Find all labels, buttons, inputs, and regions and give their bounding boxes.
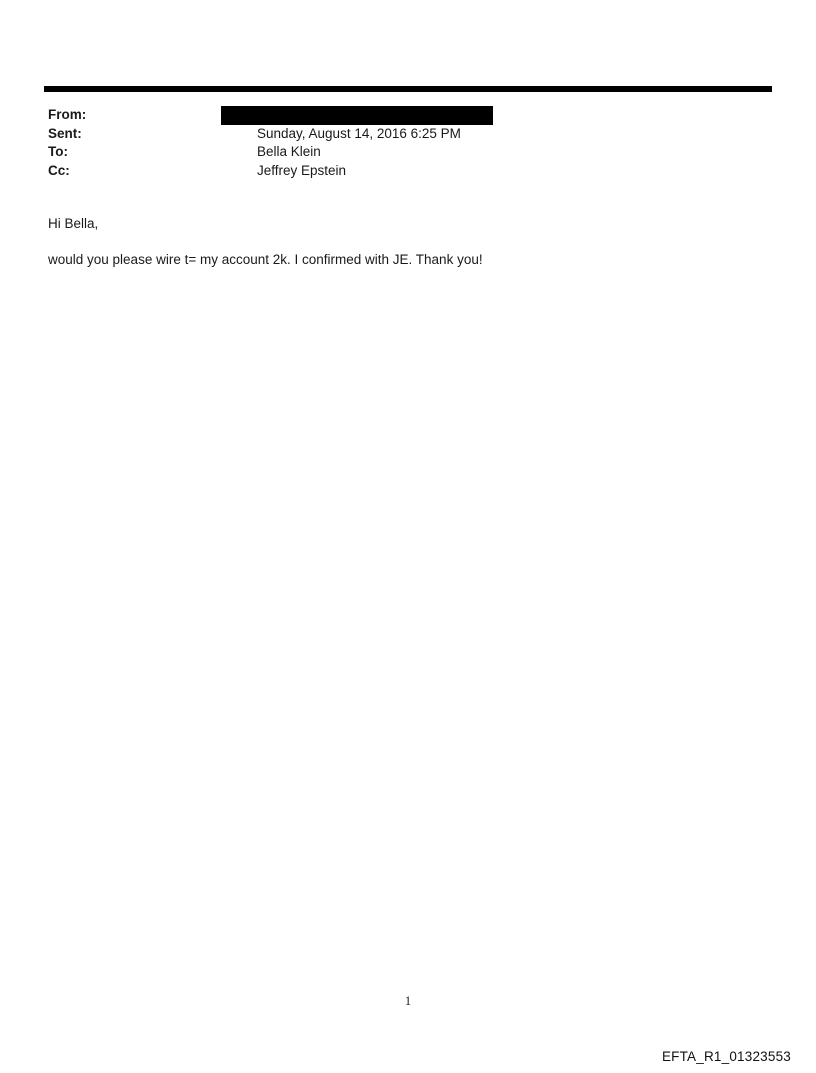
header-row-cc <box>48 162 748 181</box>
cc-label: Cc: <box>48 162 70 178</box>
header-divider-rule <box>44 86 772 92</box>
header-row-sent <box>48 125 748 144</box>
greeting-text: Hi Bella, <box>48 216 99 231</box>
sent-label: Sent: <box>48 125 82 141</box>
cc-value: Jeffrey Epstein <box>257 162 347 178</box>
to-label: To: <box>48 144 68 160</box>
from-label: From: <box>48 107 87 122</box>
bates-number: EFTA_R1_01323553 <box>661 1049 791 1064</box>
message-text: would you please wire t= my account 2k. I confirmed with JE. Thank you! <box>48 252 483 267</box>
redaction-bar <box>221 106 493 125</box>
header-row-to <box>48 143 748 162</box>
sent-value: Sunday, August 14, 2016 6:25 PM <box>257 125 461 141</box>
page-number: 1 <box>404 994 412 1008</box>
to-value: Bella Klein <box>257 144 321 160</box>
